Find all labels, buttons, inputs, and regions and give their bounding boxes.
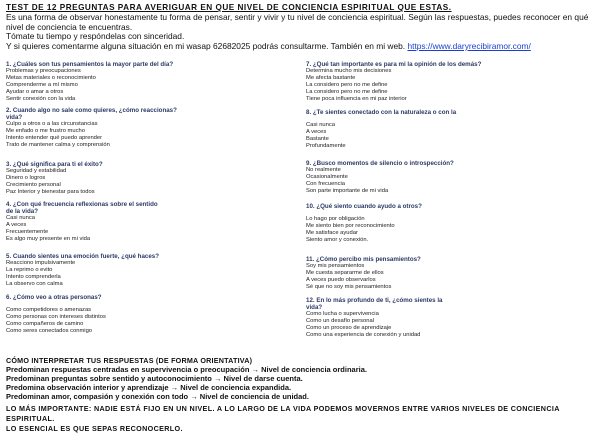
- important-line-2: LO ESENCIAL ES QUE SEPAS RECONOCERLO.: [6, 424, 183, 433]
- option: A veces puedo observarlos: [306, 277, 376, 284]
- option: Casi nunca: [6, 215, 36, 222]
- option: La considero pero no me define: [306, 82, 388, 89]
- option: Con frecuencia: [306, 181, 345, 188]
- option: Como personas con intereses distintos: [6, 314, 106, 321]
- question-3: 3. ¿Qué significa para ti el éxito? Seguridad y estabilidad Dinero o logros Crecimiento personal Paz Interior y bienestar para todos: [6, 161, 296, 196]
- option: Me cuesta separarme de ellos: [306, 270, 384, 277]
- intro-line-1: Es una forma de observar honestamente tu forma de pensar, sentir y vivir y tu nivel de conciencia espiritual. Según las respuestas, puedes reconocer en qué nivel de conciencia te encuentras.: [6, 12, 589, 32]
- option: Como un desafío personal: [306, 318, 374, 325]
- option: Ocasionalmente: [306, 174, 348, 181]
- intro-line-3: Y si quieres comentarme alguna situación en mi wasap 62682025 podrás consultarme. También en mi web. https://www.daryrecibiramor.com/: [6, 40, 531, 51]
- question-7: 7. ¿Qué tan importante es para mi la opinión de los demás? Determina mucho mis decisiones Me afecta bastante La considero pero no me define La considero pero no me define Tiene poca influencia en mi paz interior: [306, 61, 596, 103]
- option: Me afecta bastante: [306, 75, 356, 82]
- option: Frecuentemente: [6, 229, 49, 236]
- option: Tiene poca influencia en mi paz interior: [306, 95, 407, 102]
- interpretation-line: Predominan amor, compasión y conexión con todo → Nivel de conciencia de unidad.: [6, 392, 309, 402]
- question-9: 9. ¿Busco momentos de silencio o introspección? No realmente Ocasionalmente Con frecuencia Son parte importante de mi vida: [306, 160, 596, 195]
- question-10: 10. ¿Qué siento cuando ayudo a otros? Lo hago por obligación Me siento bien por reconocimiento Me satisface ayudar Siento amor y conexión.: [306, 203, 596, 244]
- option: Son parte importante de mi vida: [306, 187, 389, 194]
- question-2: 2. Cuando algo no sale como quieres, ¿cómo reaccionas? vida? Culpo a otros o a las circunstancias Me enfado o me frustro mucho Intento entender qué puedo aprender Trato de mantener calma y comprensión: [6, 107, 296, 149]
- option: La reprimo o evito: [6, 267, 53, 274]
- option: Ayudar o amar a otros: [6, 88, 64, 95]
- option: Bastante: [306, 136, 329, 143]
- option: A veces: [6, 222, 27, 229]
- interpretation-section: [6, 356, 596, 401]
- intro-text: [6, 13, 596, 51]
- option: Profundamente: [306, 142, 346, 149]
- option: A veces: [306, 129, 327, 136]
- interpretation-title: CÓMO INTERPRETAR TUS RESPUESTAS (DE FORMA ORIENTATIVA): [6, 356, 253, 365]
- option: Siento amor y conexión.: [306, 236, 369, 243]
- option: Problemas y preocupaciones: [6, 68, 81, 75]
- interpretation-line: Predomina observación interior y aprendizaje → Nivel de conciencia expandida.: [6, 383, 292, 393]
- option: Como una experiencia de conexión y unidad: [306, 332, 421, 339]
- option: La considero pero no me define: [306, 88, 388, 95]
- option: Seguridad y estabilidad: [6, 168, 67, 175]
- interpretation-line: Predominan preguntas sobre sentido y autoconocimiento → Nivel de darse cuenta.: [6, 374, 303, 384]
- option: Intento entender qué puedo aprender: [6, 135, 103, 142]
- intro-line-2: Tómate tu tiempo y respóndelas con sinceridad.: [6, 31, 185, 42]
- option: Como un proceso de aprendizaje: [306, 325, 392, 332]
- option: Trato de mantener calma y comprensión: [6, 142, 110, 149]
- option: Como lucha o supervivencia: [306, 311, 379, 318]
- important-note: [6, 404, 600, 434]
- option: Como competidores o amenazas: [6, 307, 92, 314]
- option: Determina mucho mis decisiones: [306, 68, 392, 75]
- option: Sentir conexión con la vida: [6, 95, 76, 102]
- website-link[interactable]: https://www.daryrecibiramor.com/: [407, 40, 531, 51]
- option: Reacciono impulsivamente: [6, 260, 76, 267]
- option: No realmente: [306, 167, 341, 174]
- option: Lo hago por obligación: [306, 216, 365, 223]
- option: Sé que no soy mis pensamientos: [306, 283, 392, 290]
- option: Soy mis pensamientos: [306, 263, 365, 270]
- option: Dinero o logros: [6, 175, 46, 182]
- question-12: 12. En lo más profundo de ti, ¿cómo sientes la vida? Como lucha o supervivencia Como un desafío personal Como un proceso de aprendizaje Como una experiencia de conexión y unidad: [306, 297, 596, 339]
- option: Es algo muy presente en mi vida: [6, 236, 91, 243]
- question-1: 1. ¿Cuáles son tus pensamientos la mayor parte del día? Problemas y preocupaciones Metas materiales o reconocimiento Comprenderme a mí mismo Ayudar o amar a otros Sentir conexión con la vida: [6, 61, 296, 103]
- option: Me siento bien por reconocimiento: [306, 223, 395, 230]
- option: Casi nunca: [306, 122, 336, 129]
- option: Culpo a otros o a las circunstancias: [6, 121, 98, 128]
- interpretation-line: Predominan respuestas centradas en supervivencia o preocupación → Nivel de conciencia ordinaria.: [6, 365, 367, 374]
- question-4: 4. ¿Con qué frecuencia reflexionas sobre el sentido de la vida? Casi nunca A veces Frecuentemente Es algo muy presente en mi vida: [6, 201, 296, 243]
- option: Como seres conectados conmigo: [6, 327, 93, 334]
- option: Metas materiales o reconocimiento: [6, 75, 96, 82]
- option: Intento comprenderla: [6, 274, 61, 281]
- question-5: 5. Cuando sientes una emoción fuerte, ¿qué haces? Reacciono impulsivamente La reprimo o evito Intento comprenderla La observo con calma: [6, 253, 296, 288]
- important-line-1: LO MÁS IMPORTANTE: NADIE ESTÁ FIJO EN UN NIVEL. A LO LARGO DE LA VIDA PODEMOS MOVERNOS ENTRE VARIOS NIVELES DE CONCIENCIA ESPIRITUAL.: [6, 404, 560, 423]
- option: Comprenderme a mí mismo: [6, 82, 78, 89]
- question-8: 8. ¿Te sientes conectado con la naturaleza o con la Casi nunca A veces Bastante Profundamente: [306, 109, 596, 150]
- document-header: [6, 3, 596, 51]
- option: Crecimiento personal: [6, 182, 61, 189]
- question-6: 6. ¿Cómo veo a otras personas? Como competidores o amenazas Como personas con intereses distintos Como compañeros de camino Como seres conectados conmigo: [6, 294, 296, 335]
- option: Me satisface ayudar: [306, 230, 358, 237]
- option: Me enfado o me frustro mucho: [6, 128, 85, 135]
- option: Paz Interior y bienestar para todos: [6, 188, 95, 195]
- question-11: 11. ¿Cómo percibo mis pensamientos? Soy mis pensamientos Me cuesta separarme de ellos A veces puedo observarlos Sé que no soy mis pensamientos: [306, 256, 596, 291]
- option: La observo con calma: [6, 280, 63, 287]
- option: Como compañeros de camino: [6, 321, 84, 328]
- document-title: TEST DE 12 PREGUNTAS PARA AVERIGUAR EN QUE NIVEL DE CONCIENCIA ESPIRITUAL QUE ESTAS.: [6, 3, 452, 12]
